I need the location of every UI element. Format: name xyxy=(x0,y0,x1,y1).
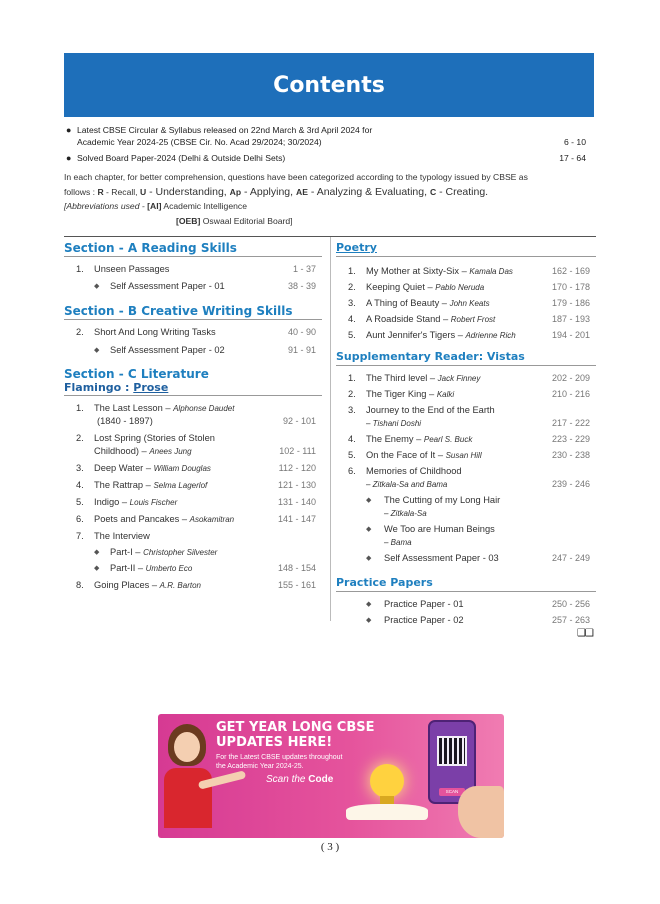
toc-row[interactable]: 5. Indigo – Louis Fischer 131 - 140 xyxy=(76,497,316,507)
left-column xyxy=(64,240,322,592)
toc-row[interactable]: 2. Short And Long Writing Tasks 40 - 90 xyxy=(76,327,316,337)
toc-row[interactable]: ◆ Practice Paper - 02 257 - 263 xyxy=(336,614,596,627)
toc-row[interactable]: 1. The Third level – Jack Finney 202 - 209 xyxy=(348,373,590,383)
toc-row[interactable]: 3. A Thing of Beauty – John Keats 179 - 186 xyxy=(348,298,590,308)
diamond-icon: ◆ xyxy=(366,555,372,562)
top-list xyxy=(64,124,594,168)
toc-row[interactable]: 3. Deep Water – William Douglas 112 - 120 xyxy=(76,463,316,473)
diamond-icon: ◆ xyxy=(366,617,372,624)
toc-row[interactable]: 6. Poets and Pancakes – Asokamitran 141 - 147 xyxy=(76,514,316,524)
toc-row[interactable]: 5. On the Face of It – Susan Hill 230 - 238 xyxy=(348,450,590,460)
ad-title: GET YEAR LONG CBSE UPDATES HERE! xyxy=(216,720,375,750)
open-book-icon xyxy=(346,804,428,820)
toc-row[interactable]: ◆ Self Assessment Paper - 02 91 - 91 xyxy=(64,344,322,357)
toc-row[interactable]: ◆ Self Assessment Paper - 03 247 - 249 xyxy=(336,552,596,565)
girl-face xyxy=(174,732,200,762)
toc-row[interactable]: 1. My Mother at Sixty-Six – Kamala Das 162 - 169 xyxy=(348,266,590,276)
section-rule xyxy=(336,591,596,592)
intro-line2: follows : R - Recall, U - Understanding, Ap - Applying, AE - Analyzing & Evaluating, C - Creating. xyxy=(64,185,489,198)
top-item-pages: 17 - 64 xyxy=(559,153,586,163)
top-item-pages: 6 - 10 xyxy=(564,137,586,147)
diamond-icon: ◆ xyxy=(366,526,372,533)
toc-row[interactable]: 4. The Enemy – Pearl S. Buck 223 - 229 xyxy=(348,434,590,444)
toc-row[interactable]: 5. Aunt Jennifer's Tigers – Adrienne Rich 194 - 201 xyxy=(348,330,590,340)
toc-row[interactable]: 2. Keeping Quiet – Pablo Neruda 170 - 178 xyxy=(348,282,590,292)
intro-line1: In each chapter, for better comprehension, questions have been categorized according to the typology issued by CBSE as xyxy=(64,172,528,182)
page-number: ( 3 ) xyxy=(320,841,340,853)
diamond-icon: ◆ xyxy=(94,347,100,354)
section-rule xyxy=(336,256,596,257)
bullet-icon: ● xyxy=(66,153,72,163)
contents-banner xyxy=(64,53,594,117)
column-divider xyxy=(330,237,331,621)
toc-row[interactable]: ◆ Part-I – Christopher Silvester xyxy=(64,546,322,559)
top-item-board-paper xyxy=(64,152,594,164)
practice-heading: Practice Papers xyxy=(336,576,433,589)
section-a-heading: Section - A Reading Skills xyxy=(64,241,237,255)
poetry-heading: Poetry xyxy=(336,241,377,254)
toc-row[interactable]: 6. Memories of Childhood – Zitkala-Sa and Bama 239 - 246 xyxy=(348,466,590,489)
intro-line4: [OEB] Oswaal Editorial Board] xyxy=(176,215,293,226)
toc-row[interactable]: ◆ Part-II – Umberto Eco 148 - 154 xyxy=(64,562,322,575)
toc-row[interactable]: 4. A Roadside Stand – Robert Frost 187 - 193 xyxy=(348,314,590,324)
top-item-line1: Latest CBSE Circular & Syllabus released on 22nd March & 3rd April 2024 for xyxy=(77,125,373,135)
lightbulb-icon xyxy=(370,764,404,798)
page-title: Contents xyxy=(273,72,385,98)
end-mark-icon: ❑❑ xyxy=(577,628,593,639)
ad-scan-text: Scan the Code xyxy=(266,774,334,785)
toc-row[interactable]: ◆ Self Assessment Paper - 01 38 - 39 xyxy=(64,280,322,293)
diamond-icon: ◆ xyxy=(366,601,372,608)
toc-row[interactable]: ◆ Practice Paper - 01 250 - 256 xyxy=(336,598,596,611)
right-column xyxy=(336,240,596,627)
top-item-line2: Academic Year 2024-25 (CBSE Cir. No. Acad 29/2024; 30/2024) xyxy=(77,137,322,147)
diamond-icon: ◆ xyxy=(366,497,372,504)
toc-row[interactable]: 8. Going Places – A.R. Barton 155 - 161 xyxy=(76,580,316,590)
section-rule xyxy=(64,319,322,320)
cbse-updates-ad[interactable] xyxy=(158,714,504,838)
section-c-heading: Section - C Literature xyxy=(64,367,209,381)
intro-line3: [Abbreviations used - [AI] Academic Intelligence xyxy=(64,201,247,211)
qr-code-icon[interactable] xyxy=(437,736,467,766)
toc-row[interactable]: 3. Journey to the End of the Earth – Tishani Doshi 217 - 222 xyxy=(348,405,590,428)
ad-subtitle: For the Latest CBSE updates throughout the Academic Year 2024-25. xyxy=(216,754,343,770)
section-rule xyxy=(336,365,596,366)
section-b-heading: Section - B Creative Writing Skills xyxy=(64,304,293,318)
lightbulb-base xyxy=(380,796,394,804)
toc-row[interactable]: 4. The Rattrap – Selma Lagerlof 121 - 130 xyxy=(76,480,316,490)
typology-intro xyxy=(64,170,596,228)
girl-body xyxy=(164,768,212,828)
hand-illustration xyxy=(458,786,504,838)
top-item-circular xyxy=(64,124,594,148)
diamond-icon: ◆ xyxy=(94,283,100,290)
diamond-icon: ◆ xyxy=(94,565,100,572)
toc-row[interactable]: 2. Lost Spring (Stories of Stolen Childhood) – Anees Jung 102 - 111 xyxy=(76,433,316,456)
vistas-heading: Supplementary Reader: Vistas xyxy=(336,350,525,363)
section-rule xyxy=(64,395,322,396)
toc-row[interactable]: 1. Unseen Passages 1 - 37 xyxy=(76,264,316,274)
diamond-icon: ◆ xyxy=(94,549,100,556)
toc-row[interactable]: ◆ We Too are Human Beings – Bama xyxy=(336,523,596,549)
toc-row[interactable]: ◆ The Cutting of my Long Hair – Zitkala-Sa xyxy=(336,494,596,520)
toc-row[interactable]: 7. The Interview xyxy=(76,531,150,541)
toc-row[interactable]: 1. The Last Lesson – Alphonse Daudet (1840 - 1897) 92 - 101 xyxy=(76,403,316,426)
toc-row[interactable]: 2. The Tiger King – Kalki 210 - 216 xyxy=(348,389,590,399)
scan-button[interactable]: SCAN xyxy=(439,788,465,796)
flamingo-prose-heading: Flamingo : Prose xyxy=(64,381,169,394)
bullet-icon: ● xyxy=(66,125,72,135)
section-rule xyxy=(64,256,322,257)
top-item-line1: Solved Board Paper-2024 (Delhi & Outside Delhi Sets) xyxy=(77,153,286,163)
